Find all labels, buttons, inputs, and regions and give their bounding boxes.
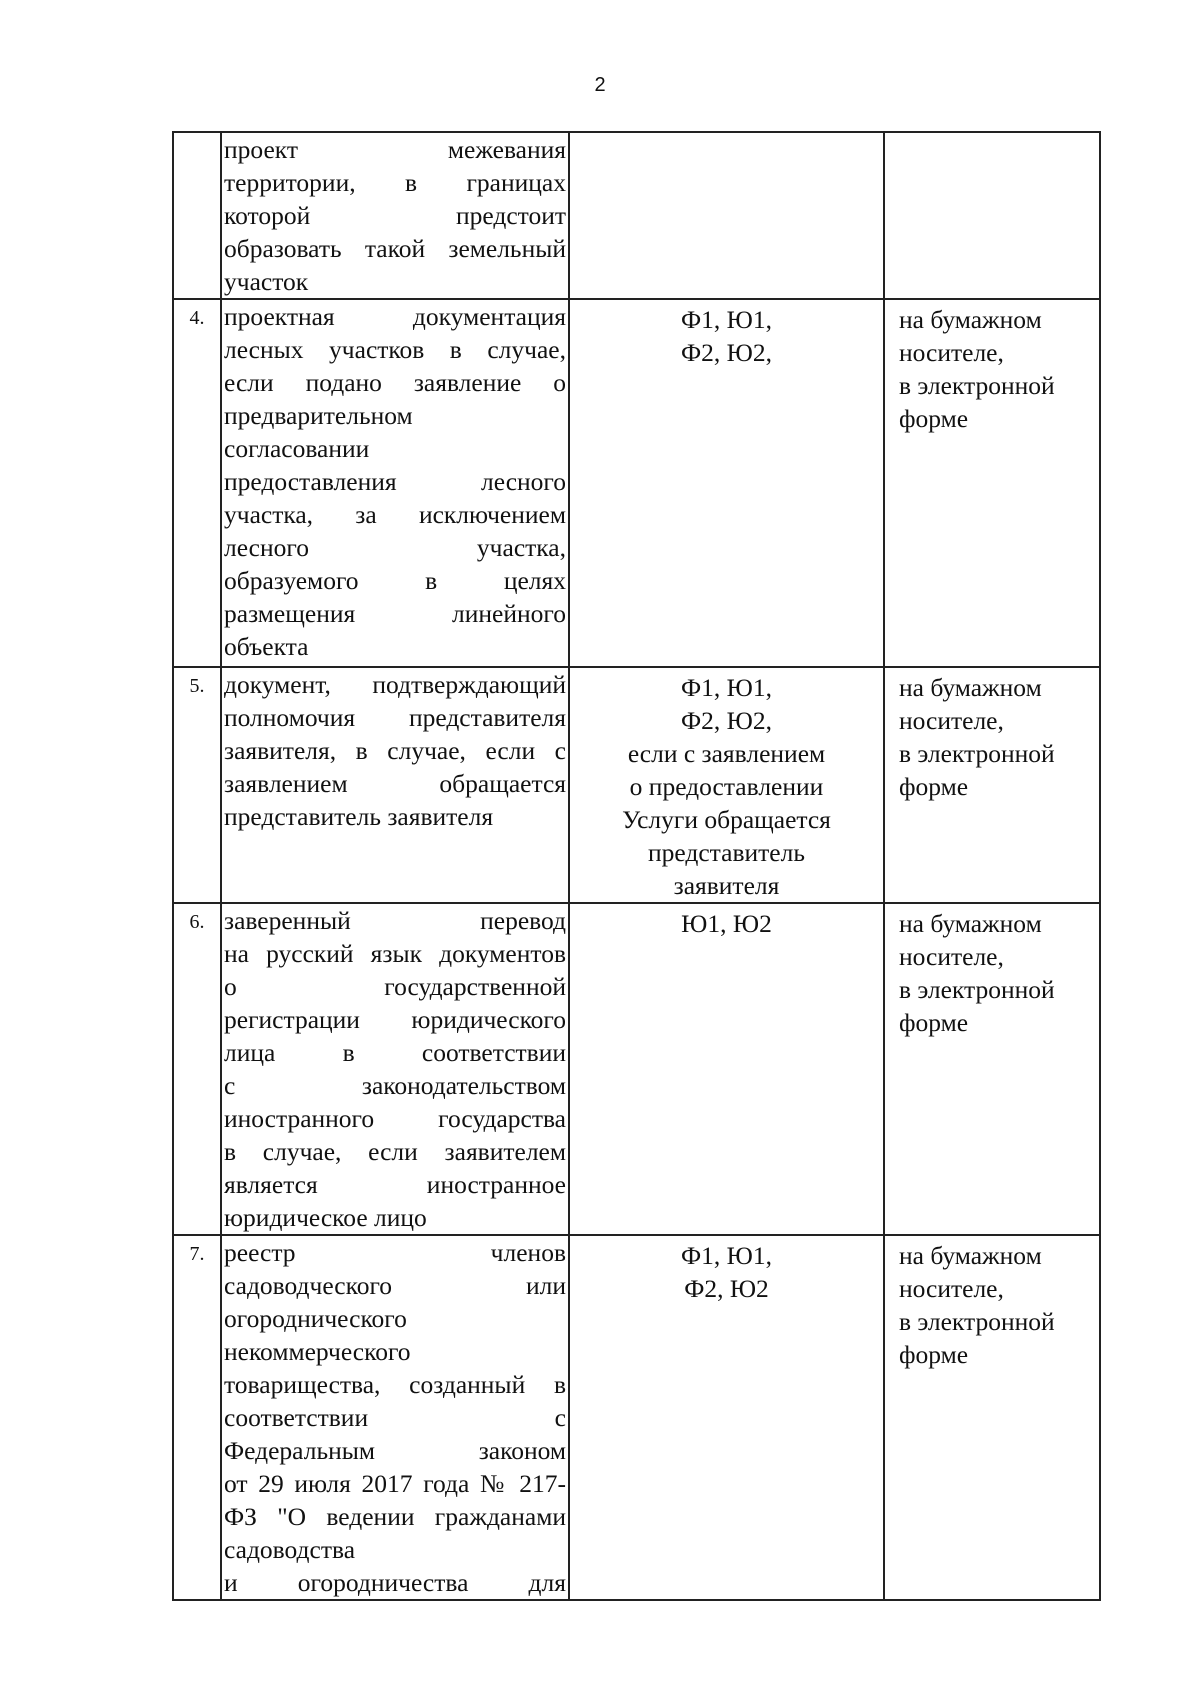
- description-line: лесных участков в случае,: [224, 335, 566, 364]
- applicant-category: Ф1, Ю1, Ф2, Ю2: [569, 1235, 884, 1600]
- submission-form: на бумажном носителе, в электронной форме: [884, 1235, 1100, 1600]
- description-line: предварительном: [224, 401, 413, 430]
- description-line: иностранного государства: [224, 1104, 566, 1133]
- description-line: от 29 июля 2017 года № 217-: [224, 1469, 566, 1498]
- description-line: товарищества, созданный в: [224, 1370, 566, 1399]
- description-line: садоводства: [224, 1535, 356, 1564]
- document-description: [221, 903, 569, 1235]
- description-line: на русский язык документов: [224, 939, 566, 968]
- description-line: и огородничества для: [224, 1568, 566, 1597]
- table-row: [173, 1235, 1100, 1600]
- description-line: с законодательством: [224, 1071, 566, 1100]
- description-line: образовать такой земельный: [224, 234, 566, 263]
- description-line: Федеральным законом: [224, 1436, 566, 1465]
- submission-form: на бумажном носителе, в электронной форме: [884, 299, 1100, 667]
- submission-form: на бумажном носителе, в электронной форме: [884, 903, 1100, 1235]
- description-line: представитель заявителя: [224, 802, 494, 831]
- description-line: соответствии с: [224, 1403, 566, 1432]
- description-line: если подано заявление о: [224, 368, 566, 397]
- submission-form: на бумажном носителе, в электронной форме: [884, 667, 1100, 903]
- submission-form: [884, 132, 1100, 299]
- description-line: о государственной: [224, 972, 566, 1001]
- description-line: которой предстоит: [224, 201, 566, 230]
- row-number: [173, 132, 221, 299]
- description-line: образуемого в целях: [224, 566, 566, 595]
- description-line: юридическое лицо: [224, 1203, 427, 1232]
- row-number: 4.: [173, 299, 221, 667]
- description-line: полномочия представителя: [224, 703, 566, 732]
- description-line: проектная документация: [224, 302, 566, 331]
- row-number: 5.: [173, 667, 221, 903]
- table-row: [173, 667, 1100, 903]
- row-number: 6.: [173, 903, 221, 1235]
- row-number: 7.: [173, 1235, 221, 1600]
- description-line: садоводческого или: [224, 1271, 566, 1300]
- page-number: 2: [594, 74, 606, 96]
- description-line: ФЗ "О ведении гражданами: [224, 1502, 566, 1531]
- description-line: в случае, если заявителем: [224, 1137, 566, 1166]
- description-line: некоммерческого: [224, 1337, 411, 1366]
- table-row: [173, 299, 1100, 667]
- table-row: [173, 132, 1100, 299]
- description-line: участок: [224, 267, 309, 296]
- applicant-category: Ф1, Ю1, Ф2, Ю2,: [569, 299, 884, 667]
- description-line: заявлением обращается: [224, 769, 566, 798]
- description-line: территории, в границах: [224, 168, 566, 197]
- applicant-category: Ф1, Ю1, Ф2, Ю2, если с заявлением о предоставлении Услуги обращается представитель заявителя: [569, 667, 884, 903]
- document-description: [221, 1235, 569, 1600]
- document-description: [221, 132, 569, 299]
- description-line: документ, подтверждающий: [224, 670, 566, 699]
- document-description: [221, 667, 569, 903]
- description-line: объекта: [224, 632, 309, 661]
- applicant-category: Ю1, Ю2: [569, 903, 884, 1235]
- description-line: лесного участка,: [224, 533, 566, 562]
- description-line: лица в соответствии: [224, 1038, 566, 1067]
- description-line: согласовании: [224, 434, 370, 463]
- description-line: реестр членов: [224, 1238, 566, 1267]
- table-row: [173, 903, 1100, 1235]
- description-line: размещения линейного: [224, 599, 566, 628]
- description-line: участка, за исключением: [224, 500, 566, 529]
- documents-table: [172, 131, 1101, 1601]
- description-line: заверенный перевод: [224, 906, 566, 935]
- description-line: предоставления лесного: [224, 467, 566, 496]
- description-line: является иностранное: [224, 1170, 566, 1199]
- document-description: [221, 299, 569, 667]
- description-line: проект межевания: [224, 135, 566, 164]
- description-line: регистрации юридического: [224, 1005, 566, 1034]
- description-line: заявителя, в случае, если с: [224, 736, 566, 765]
- applicant-category: [569, 132, 884, 299]
- description-line: огороднического: [224, 1304, 407, 1333]
